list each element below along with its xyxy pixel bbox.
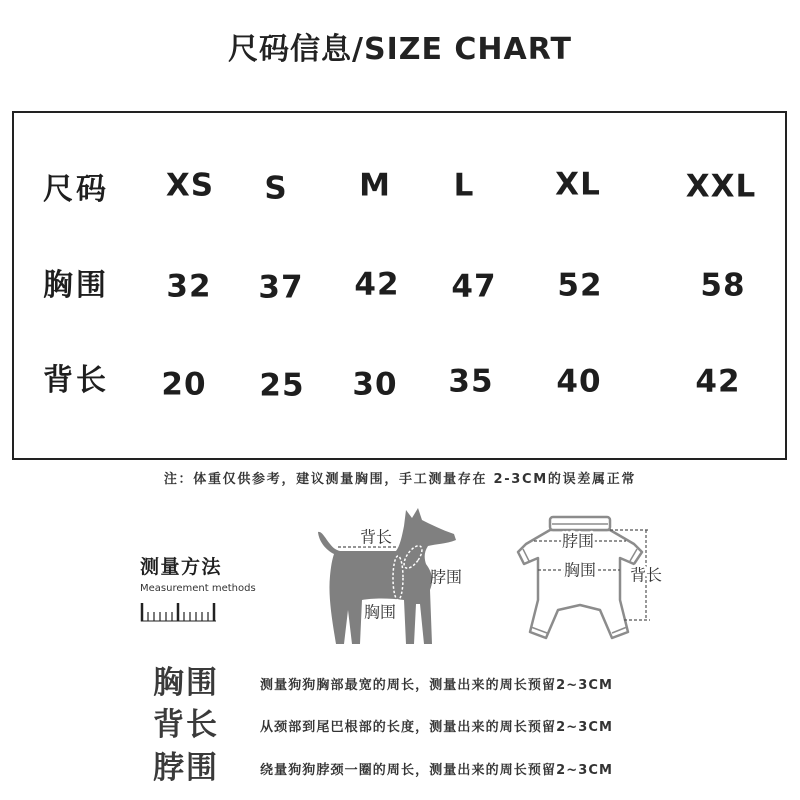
size-header-m: M	[359, 167, 391, 204]
method-title: 测量方法	[140, 556, 223, 578]
back-length-cell-s: 25	[259, 367, 305, 404]
size-header-xxl: XXL	[685, 168, 757, 205]
definition-back-length	[0, 709, 800, 741]
definition-neck	[0, 752, 800, 784]
method-subtitle: Measurement methods	[140, 583, 256, 594]
chest-cell-xs: 32	[166, 268, 212, 305]
back-length-cell-xl: 40	[556, 363, 602, 400]
definition-description: 测量狗狗胸部最宽的周长，测量出来的周长预留2~3CM	[260, 678, 614, 693]
chest-cell-m: 42	[354, 266, 400, 303]
definition-term: 胸围	[153, 665, 219, 701]
dog-back-length-label: 背长	[359, 527, 393, 547]
page-title: 尺码信息/SIZE CHART	[228, 32, 572, 67]
garment-neck-label: 脖围	[561, 531, 595, 551]
size-header-xl: XL	[555, 166, 601, 203]
row-label-chest: 胸围	[43, 268, 109, 303]
chest-cell-s: 37	[258, 269, 304, 306]
row-label-back-length: 背长	[43, 363, 109, 398]
back-length-cell-m: 30	[352, 366, 398, 403]
ruler-icon	[138, 598, 220, 626]
garment-chest-label: 胸围	[563, 560, 597, 580]
dog-neck-label: 脖围	[429, 567, 463, 587]
measurement-note: 注：体重仅供参考，建议测量胸围，手工测量存在 2-3CM的误差属正常	[163, 472, 637, 487]
size-header-xs: XS	[165, 167, 215, 204]
definition-term: 背长	[153, 707, 219, 743]
dog-chest-label: 胸围	[363, 602, 397, 622]
chest-cell-xl: 52	[557, 267, 603, 304]
definition-chest	[0, 667, 800, 699]
definition-description: 绕量狗狗脖颈一圈的周长，测量出来的周长预留2~3CM	[260, 763, 614, 778]
back-length-cell-xxl: 42	[695, 363, 741, 400]
back-length-cell-xs: 20	[161, 366, 207, 403]
size-header-s: S	[264, 170, 288, 207]
garment-back-length-label: 背长	[629, 565, 663, 585]
measurement-methods	[0, 495, 800, 655]
back-length-cell-l: 35	[448, 363, 494, 400]
chest-cell-xxl: 58	[700, 267, 746, 304]
pet-garment-outline-icon	[510, 508, 670, 648]
size-header-l: L	[453, 167, 475, 204]
definition-description: 从颈部到尾巴根部的长度，测量出来的周长预留2~3CM	[260, 720, 614, 735]
dog-silhouette-icon	[310, 500, 470, 650]
definition-term: 脖围	[153, 750, 219, 786]
row-label-size: 尺码	[43, 172, 109, 207]
chest-cell-l: 47	[451, 268, 497, 305]
